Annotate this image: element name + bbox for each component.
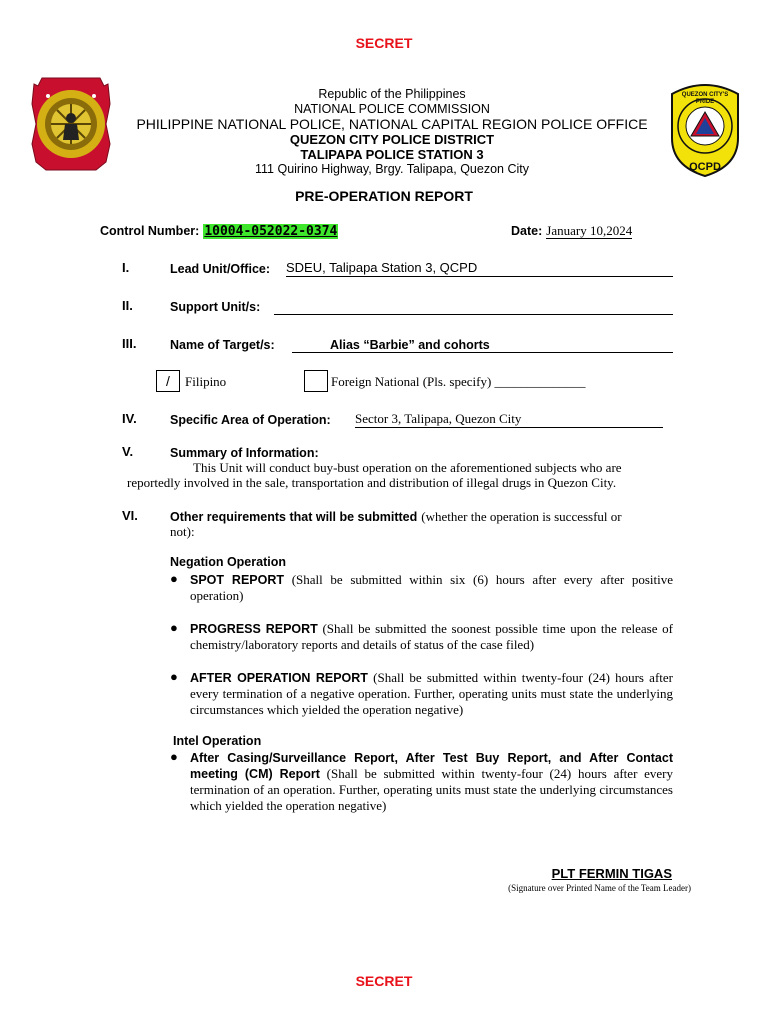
bullet-icon: ●	[170, 749, 178, 764]
intel-heading: Intel Operation	[173, 734, 262, 748]
foreign-checkbox[interactable]	[304, 370, 328, 392]
header-address: 111 Quirino Highway, Brgy. Talipapa, Quezon City	[255, 162, 529, 176]
progress-report-text: (Shall be submitted the soonest possible time upon the release of chemistry/laboratory reports and details of status of the case filed)	[190, 621, 673, 652]
intel-report-item	[190, 750, 673, 814]
svg-text:QCPD: QCPD	[689, 161, 721, 173]
progress-report-item	[190, 621, 673, 653]
bullet-icon: ●	[170, 620, 178, 635]
progress-report-title: PROGRESS REPORT	[190, 622, 318, 636]
area-value: Sector 3, Talipapa, Quezon City	[355, 411, 663, 428]
intel-report-text: (Shall be submitted within twenty-four (24) hours after every termination of an operation. Further, operating units must state the underlying circumstances which yielded the operation negative)	[190, 766, 674, 813]
section-1-number: I.	[122, 260, 130, 275]
target-value-line	[292, 336, 673, 353]
requirements-label: Other requirements that will be submitted	[170, 510, 418, 524]
date-label: Date:	[511, 224, 543, 238]
summary-label: Summary of Information:	[170, 446, 319, 460]
spot-report-title: SPOT REPORT	[190, 573, 285, 587]
after-operation-report-title: AFTER OPERATION REPORT	[190, 671, 368, 685]
area-label: Specific Area of Operation:	[170, 413, 331, 427]
lead-unit-label: Lead Unit/Office:	[170, 262, 271, 276]
section-5-number: V.	[122, 444, 134, 459]
support-unit-label: Support Unit/s:	[170, 300, 261, 314]
after-operation-report-text: (Shall be submitted within twenty-four (24) hours after every termination of a negative operation. Further, operating units must state the underlying circumstances which yielded the operation negative)	[190, 670, 673, 717]
signatory-name: PLT FERMIN TIGAS	[551, 866, 672, 881]
spot-report-text: (Shall be submitted within six (6) hours after every after positive operation)	[190, 572, 674, 603]
header-station: TALIPAPA POLICE STATION 3	[300, 147, 484, 162]
intel-report-title: After Casing/Surveillance Report, After Test Buy Report, and After Contact meeting (CM) Report	[190, 751, 673, 781]
section-3-number: III.	[122, 336, 137, 351]
summary-line-2: reportedly involved in the sale, transportation and distribution of illegal drugs in Quezon City.	[127, 475, 617, 490]
foreign-label: Foreign National (Pls. specify) ______________	[331, 374, 586, 389]
summary-line-1: This Unit will conduct buy-bust operation on the aforementioned subjects who are	[193, 460, 622, 475]
header-commission: NATIONAL POLICE COMMISSION	[294, 102, 490, 116]
page-title: PRE-OPERATION REPORT	[295, 188, 473, 204]
section-2-number: II.	[122, 298, 133, 313]
date-row	[511, 222, 632, 240]
requirements-rest-2: not):	[170, 524, 195, 539]
after-operation-report-item	[190, 670, 673, 718]
target-value: Alias “Barbie” and cohorts	[330, 338, 490, 352]
control-number-value: 10004-052022-0374	[204, 224, 338, 239]
target-label: Name of Target/s:	[170, 338, 275, 352]
section-6-number: VI.	[122, 508, 138, 523]
bullet-icon: ●	[170, 571, 178, 586]
filipino-label: Filipino	[185, 374, 227, 389]
lead-unit-value: SDEU, Talipapa Station 3, QCPD	[286, 260, 673, 277]
letterhead	[100, 87, 684, 177]
date-value: January 10,2024	[546, 223, 633, 238]
support-unit-value	[274, 298, 673, 315]
signatory-caption: (Signature over Printed Name of the Team Leader)	[508, 883, 691, 893]
spot-report-item	[190, 572, 673, 604]
svg-text:QUEZON CITY'S: QUEZON CITY'S	[681, 92, 729, 98]
header-district: QUEZON CITY POLICE DISTRICT	[289, 132, 495, 147]
requirements-heading	[170, 509, 673, 525]
control-number-row	[100, 222, 338, 240]
svg-text:PRIDE: PRIDE	[695, 99, 715, 105]
bullet-icon: ●	[170, 669, 178, 684]
control-number-label: Control Number:	[100, 224, 200, 238]
negation-heading: Negation Operation	[170, 555, 286, 569]
header-pnp: PHILIPPINE NATIONAL POLICE, NATIONAL CAPITAL REGION POLICE OFFICE	[136, 116, 648, 132]
classification-bottom: SECRET	[355, 973, 413, 989]
header-republic: Republic of the Philippines	[318, 87, 466, 101]
section-4-number: IV.	[122, 411, 137, 426]
classification-top: SECRET	[355, 35, 413, 51]
requirements-rest-1: (whether the operation is successful or	[421, 509, 622, 524]
filipino-checkbox[interactable]: /	[156, 370, 180, 392]
